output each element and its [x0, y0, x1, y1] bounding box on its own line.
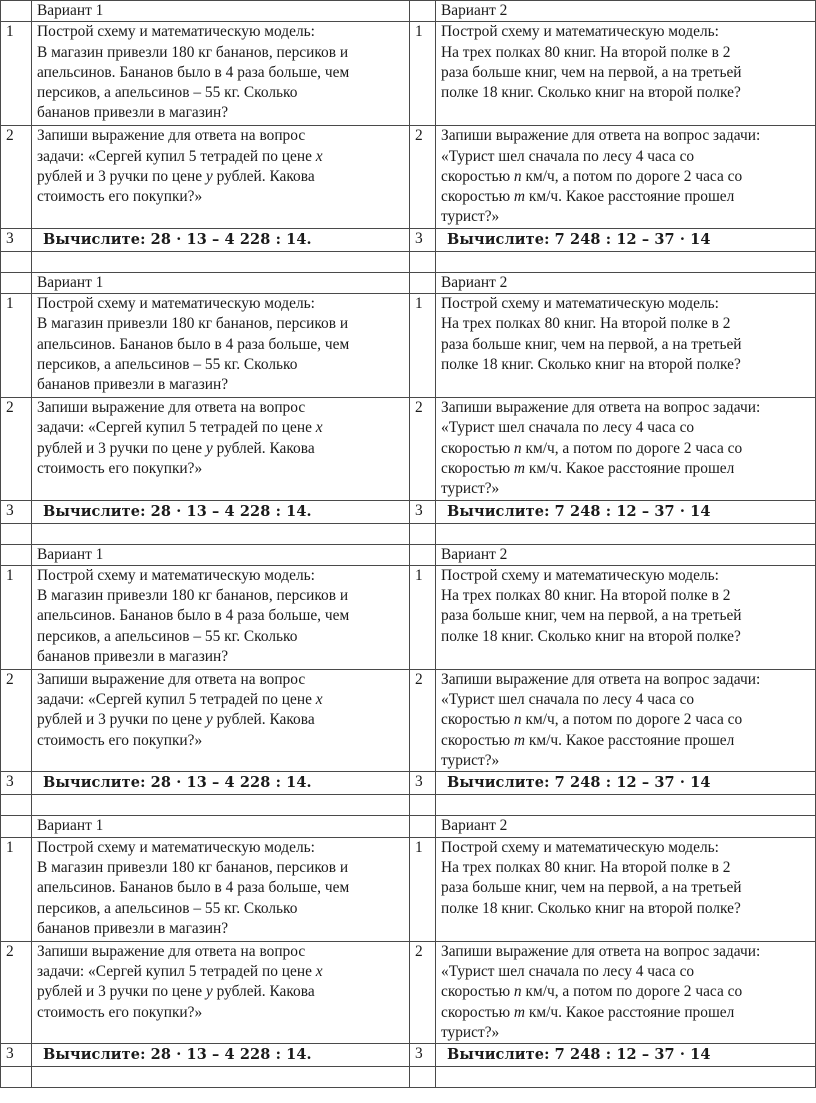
text: рублей. Какова [212, 167, 315, 185]
task-line: На трех полках 80 книг. На второй полке в 2 [441, 315, 731, 333]
variant-1-task-3 [32, 228, 410, 251]
text: скоростью [441, 439, 514, 457]
task-number: 3 [410, 500, 436, 523]
task-number: 3 [1, 228, 32, 251]
text: рублей. Какова [212, 711, 315, 729]
task-line: раза больше книг, чем на первой, а на третьей [441, 335, 742, 353]
task-line: Запиши выражение для ответа на вопрос задачи: [441, 942, 761, 960]
task-number: 3 [410, 228, 436, 251]
task-line: апельсинов. Бананов было в 4 раза больше, чем [37, 607, 350, 625]
variant-1-task-3 [32, 772, 410, 795]
task-line: турист?» [441, 480, 500, 498]
calculation-text: Вычислите: 7 248 : 12 – 37 · 14 [447, 774, 711, 792]
text: скоростью [441, 711, 514, 729]
task-line: Запиши выражение для ответа на вопрос [37, 670, 306, 688]
variant-2-task-2 [436, 398, 816, 500]
task-number: 3 [1, 772, 32, 795]
calculation-text: Вычислите: 28 · 13 – 4 228 : 14. [43, 774, 312, 792]
task-line: бананов привезли в магазин? [37, 376, 229, 394]
variant-1-title: Вариант 1 [32, 272, 410, 293]
empty-cell [1, 816, 32, 837]
task-2-row [1, 669, 816, 771]
task-line: Построй схему и математическую модель: [37, 566, 315, 584]
variable-m: m [513, 1003, 526, 1021]
variant-2-task-2 [436, 126, 816, 228]
task-line [37, 690, 405, 710]
task-3-row [1, 228, 816, 251]
empty-cell [32, 251, 410, 272]
task-line [441, 167, 811, 187]
variable-y: y [205, 711, 213, 729]
task-line [441, 459, 811, 479]
task-line: бананов привезли в магазин? [37, 648, 229, 666]
variant-2-title: Вариант 2 [436, 816, 816, 837]
task-line: В магазин привезли 180 кг бананов, персиков и [37, 315, 349, 333]
task-number: 1 [1, 294, 32, 398]
task-3-row [1, 500, 816, 523]
variant-2-task-1 [436, 565, 816, 669]
empty-cell [410, 1067, 436, 1088]
variant-1-title: Вариант 1 [32, 544, 410, 565]
task-line: персиков, а апельсинов – 55 кг. Сколько [37, 355, 298, 373]
task-line: Построй схему и математическую модель: [441, 566, 719, 584]
task-line: На трех полках 80 книг. На второй полке в 2 [441, 43, 731, 61]
variable-x: x [315, 147, 323, 165]
text: скоростью [441, 1003, 514, 1021]
empty-cell [1, 1, 32, 22]
task-line [441, 1003, 811, 1023]
task-line: Запиши выражение для ответа на вопрос [37, 399, 306, 417]
task-line: турист?» [441, 752, 500, 770]
variant-2-task-1 [436, 22, 816, 126]
text: рублей и 3 ручки по цене [37, 167, 206, 185]
task-line [441, 439, 811, 459]
task-number: 2 [1, 126, 32, 228]
text: рублей. Какова [212, 983, 315, 1001]
task-number: 2 [1, 941, 32, 1043]
variable-m: m [513, 459, 526, 477]
task-number: 1 [1, 837, 32, 941]
calculation-text: Вычислите: 7 248 : 12 – 37 · 14 [447, 1046, 711, 1064]
task-number: 2 [410, 126, 436, 228]
task-line: персиков, а апельсинов – 55 кг. Сколько [37, 627, 298, 645]
variable-n: n [513, 983, 522, 1001]
empty-cell [410, 1, 436, 22]
variant-1-task-2 [32, 126, 410, 228]
calculation-text: Вычислите: 28 · 13 – 4 228 : 14. [43, 1046, 312, 1064]
task-line: «Турист шел сначала по лесу 4 часа со [441, 962, 695, 980]
variable-y: y [205, 439, 213, 457]
task-line: Построй схему и математическую модель: [37, 295, 315, 313]
task-line: стоимость его покупки?» [37, 1003, 203, 1021]
empty-cell [410, 272, 436, 293]
task-line: В магазин привезли 180 кг бананов, персиков и [37, 858, 349, 876]
text: скоростью [441, 459, 514, 477]
variant-header-row [1, 272, 816, 293]
task-line: персиков, а апельсинов – 55 кг. Сколько [37, 84, 298, 102]
text: км/ч, а потом по дороге 2 часа со [521, 167, 743, 185]
task-number: 2 [410, 941, 436, 1043]
task-3-row [1, 772, 816, 795]
text: км/ч. Какое расстояние прошел [525, 459, 735, 477]
empty-cell [1, 251, 32, 272]
text: скоростью [441, 983, 514, 1001]
task-line [441, 982, 811, 1002]
text: км/ч, а потом по дороге 2 часа со [521, 983, 743, 1001]
task-line: Построй схему и математическую модель: [441, 23, 719, 41]
task-line [441, 731, 811, 751]
task-number: 2 [1, 669, 32, 771]
spacer-row [1, 1067, 816, 1088]
task-number: 1 [410, 294, 436, 398]
text: скоростью [441, 731, 514, 749]
variant-2-task-3 [436, 228, 816, 251]
variant-1-task-1 [32, 565, 410, 669]
variant-1-task-1 [32, 22, 410, 126]
task-number: 3 [1, 1044, 32, 1067]
variant-1-task-3 [32, 500, 410, 523]
variant-2-task-3 [436, 772, 816, 795]
task-line [37, 167, 405, 187]
text: задачи: «Сергей купил 5 тетрадей по цене [37, 691, 316, 709]
empty-cell [32, 795, 410, 816]
variable-n: n [513, 439, 522, 457]
text: скоростью [441, 188, 514, 206]
calculation-text: Вычислите: 28 · 13 – 4 228 : 14. [43, 502, 312, 520]
variant-2-title: Вариант 2 [436, 272, 816, 293]
task-number: 2 [410, 669, 436, 771]
task-line [441, 187, 811, 207]
task-line: раза больше книг, чем на первой, а на третьей [441, 607, 742, 625]
text: рублей и 3 ручки по цене [37, 983, 206, 1001]
task-1-row [1, 22, 816, 126]
task-line: В магазин привезли 180 кг бананов, персиков и [37, 587, 349, 605]
variable-m: m [513, 188, 526, 206]
text: рублей и 3 ручки по цене [37, 439, 206, 457]
variant-1-task-1 [32, 837, 410, 941]
empty-cell [1, 1067, 32, 1088]
variant-1-title: Вариант 1 [32, 816, 410, 837]
task-number: 3 [1, 500, 32, 523]
task-line: В магазин привезли 180 кг бананов, персиков и [37, 43, 349, 61]
task-line [37, 439, 405, 459]
spacer-row [1, 795, 816, 816]
text: км/ч. Какое расстояние прошел [525, 731, 735, 749]
variant-1-title: Вариант 1 [32, 1, 410, 22]
empty-cell [1, 272, 32, 293]
text: км/ч, а потом по дороге 2 часа со [521, 439, 743, 457]
calculation-text: Вычислите: 7 248 : 12 – 37 · 14 [447, 502, 711, 520]
variable-n: n [513, 711, 522, 729]
task-line: бананов привезли в магазин? [37, 919, 229, 937]
variable-m: m [513, 731, 526, 749]
task-line: апельсинов. Бананов было в 4 раза больше, чем [37, 879, 350, 897]
task-number: 2 [410, 398, 436, 500]
task-number: 1 [410, 565, 436, 669]
empty-cell [1, 795, 32, 816]
variant-1-task-2 [32, 669, 410, 771]
variant-1-task-1 [32, 294, 410, 398]
task-line: Построй схему и математическую модель: [441, 295, 719, 313]
empty-cell [436, 251, 816, 272]
task-line: полке 18 книг. Сколько книг на второй полке? [441, 84, 741, 102]
empty-cell [410, 795, 436, 816]
task-number: 1 [1, 565, 32, 669]
empty-cell [32, 523, 410, 544]
task-line: Построй схему и математическую модель: [441, 838, 719, 856]
task-line [37, 147, 405, 167]
task-line: На трех полках 80 книг. На второй полке в 2 [441, 587, 731, 605]
text: рублей. Какова [212, 439, 315, 457]
task-line [37, 982, 405, 1002]
text: км/ч, а потом по дороге 2 часа со [521, 711, 743, 729]
task-line [37, 418, 405, 438]
task-number: 1 [1, 22, 32, 126]
task-number: 3 [410, 1044, 436, 1067]
text: км/ч. Какое расстояние прошел [525, 1003, 735, 1021]
task-line: персиков, а апельсинов – 55 кг. Сколько [37, 899, 298, 917]
task-line: стоимость его покупки?» [37, 731, 203, 749]
text: км/ч. Какое расстояние прошел [525, 188, 735, 206]
task-line: Запиши выражение для ответа на вопрос задачи: [441, 399, 761, 417]
task-line: полке 18 книг. Сколько книг на второй полке? [441, 355, 741, 373]
calculation-text: Вычислите: 28 · 13 – 4 228 : 14. [43, 230, 312, 248]
variant-2-task-3 [436, 1044, 816, 1067]
variable-y: y [205, 983, 213, 1001]
variant-1-task-3 [32, 1044, 410, 1067]
task-line: стоимость его покупки?» [37, 459, 203, 477]
text: задачи: «Сергей купил 5 тетрадей по цене [37, 419, 316, 437]
variant-1-task-2 [32, 941, 410, 1043]
task-line: Запиши выражение для ответа на вопрос задачи: [441, 127, 761, 145]
variant-header-row [1, 1, 816, 22]
empty-cell [410, 816, 436, 837]
task-line: На трех полках 80 книг. На второй полке в 2 [441, 858, 731, 876]
task-line [37, 710, 405, 730]
task-number: 2 [1, 398, 32, 500]
task-number: 1 [410, 22, 436, 126]
task-line: полке 18 книг. Сколько книг на второй полке? [441, 627, 741, 645]
variant-1-task-2 [32, 398, 410, 500]
task-line: Запиши выражение для ответа на вопрос [37, 942, 306, 960]
task-number: 3 [410, 772, 436, 795]
task-line: апельсинов. Бананов было в 4 раза больше, чем [37, 335, 350, 353]
variant-2-task-1 [436, 294, 816, 398]
variant-2-task-3 [436, 500, 816, 523]
task-line: Построй схему и математическую модель: [37, 23, 315, 41]
variable-n: n [513, 167, 522, 185]
task-2-row [1, 398, 816, 500]
variant-2-task-2 [436, 941, 816, 1043]
task-line: «Турист шел сначала по лесу 4 часа со [441, 419, 695, 437]
empty-cell [436, 795, 816, 816]
variable-x: x [315, 962, 323, 980]
task-1-row [1, 294, 816, 398]
task-line: апельсинов. Бананов было в 4 раза больше, чем [37, 63, 350, 81]
task-2-row [1, 941, 816, 1043]
task-1-row [1, 837, 816, 941]
variant-header-row [1, 816, 816, 837]
empty-cell [436, 1067, 816, 1088]
task-line: бананов привезли в магазин? [37, 104, 229, 122]
text: рублей и 3 ручки по цене [37, 711, 206, 729]
spacer-row [1, 523, 816, 544]
task-line: «Турист шел сначала по лесу 4 часа со [441, 147, 695, 165]
task-3-row [1, 1044, 816, 1067]
task-1-row [1, 565, 816, 669]
task-2-row [1, 126, 816, 228]
empty-cell [436, 523, 816, 544]
task-line: Запиши выражение для ответа на вопрос [37, 127, 306, 145]
empty-cell [410, 523, 436, 544]
text: скоростью [441, 167, 514, 185]
empty-cell [410, 251, 436, 272]
variable-x: x [315, 691, 323, 709]
task-line: турист?» [441, 208, 500, 226]
spacer-row [1, 251, 816, 272]
text: задачи: «Сергей купил 5 тетрадей по цене [37, 962, 316, 980]
empty-cell [410, 544, 436, 565]
task-line [37, 962, 405, 982]
variant-header-row [1, 544, 816, 565]
variant-2-title: Вариант 2 [436, 544, 816, 565]
task-line: раза больше книг, чем на первой, а на третьей [441, 879, 742, 897]
task-line: «Турист шел сначала по лесу 4 часа со [441, 691, 695, 709]
variable-y: y [205, 167, 213, 185]
empty-cell [1, 544, 32, 565]
task-line: Запиши выражение для ответа на вопрос задачи: [441, 670, 761, 688]
variant-2-title: Вариант 2 [436, 1, 816, 22]
empty-cell [1, 523, 32, 544]
variant-2-task-2 [436, 669, 816, 771]
task-line: Построй схему и математическую модель: [37, 838, 315, 856]
calculation-text: Вычислите: 7 248 : 12 – 37 · 14 [447, 230, 711, 248]
task-line: турист?» [441, 1023, 500, 1041]
task-line: раза больше книг, чем на первой, а на третьей [441, 63, 742, 81]
text: задачи: «Сергей купил 5 тетрадей по цене [37, 147, 316, 165]
task-line: полке 18 книг. Сколько книг на второй полке? [441, 899, 741, 917]
empty-cell [32, 1067, 410, 1088]
task-line: стоимость его покупки?» [37, 188, 203, 206]
task-line [441, 710, 811, 730]
variable-x: x [315, 419, 323, 437]
task-number: 1 [410, 837, 436, 941]
variant-2-task-1 [436, 837, 816, 941]
